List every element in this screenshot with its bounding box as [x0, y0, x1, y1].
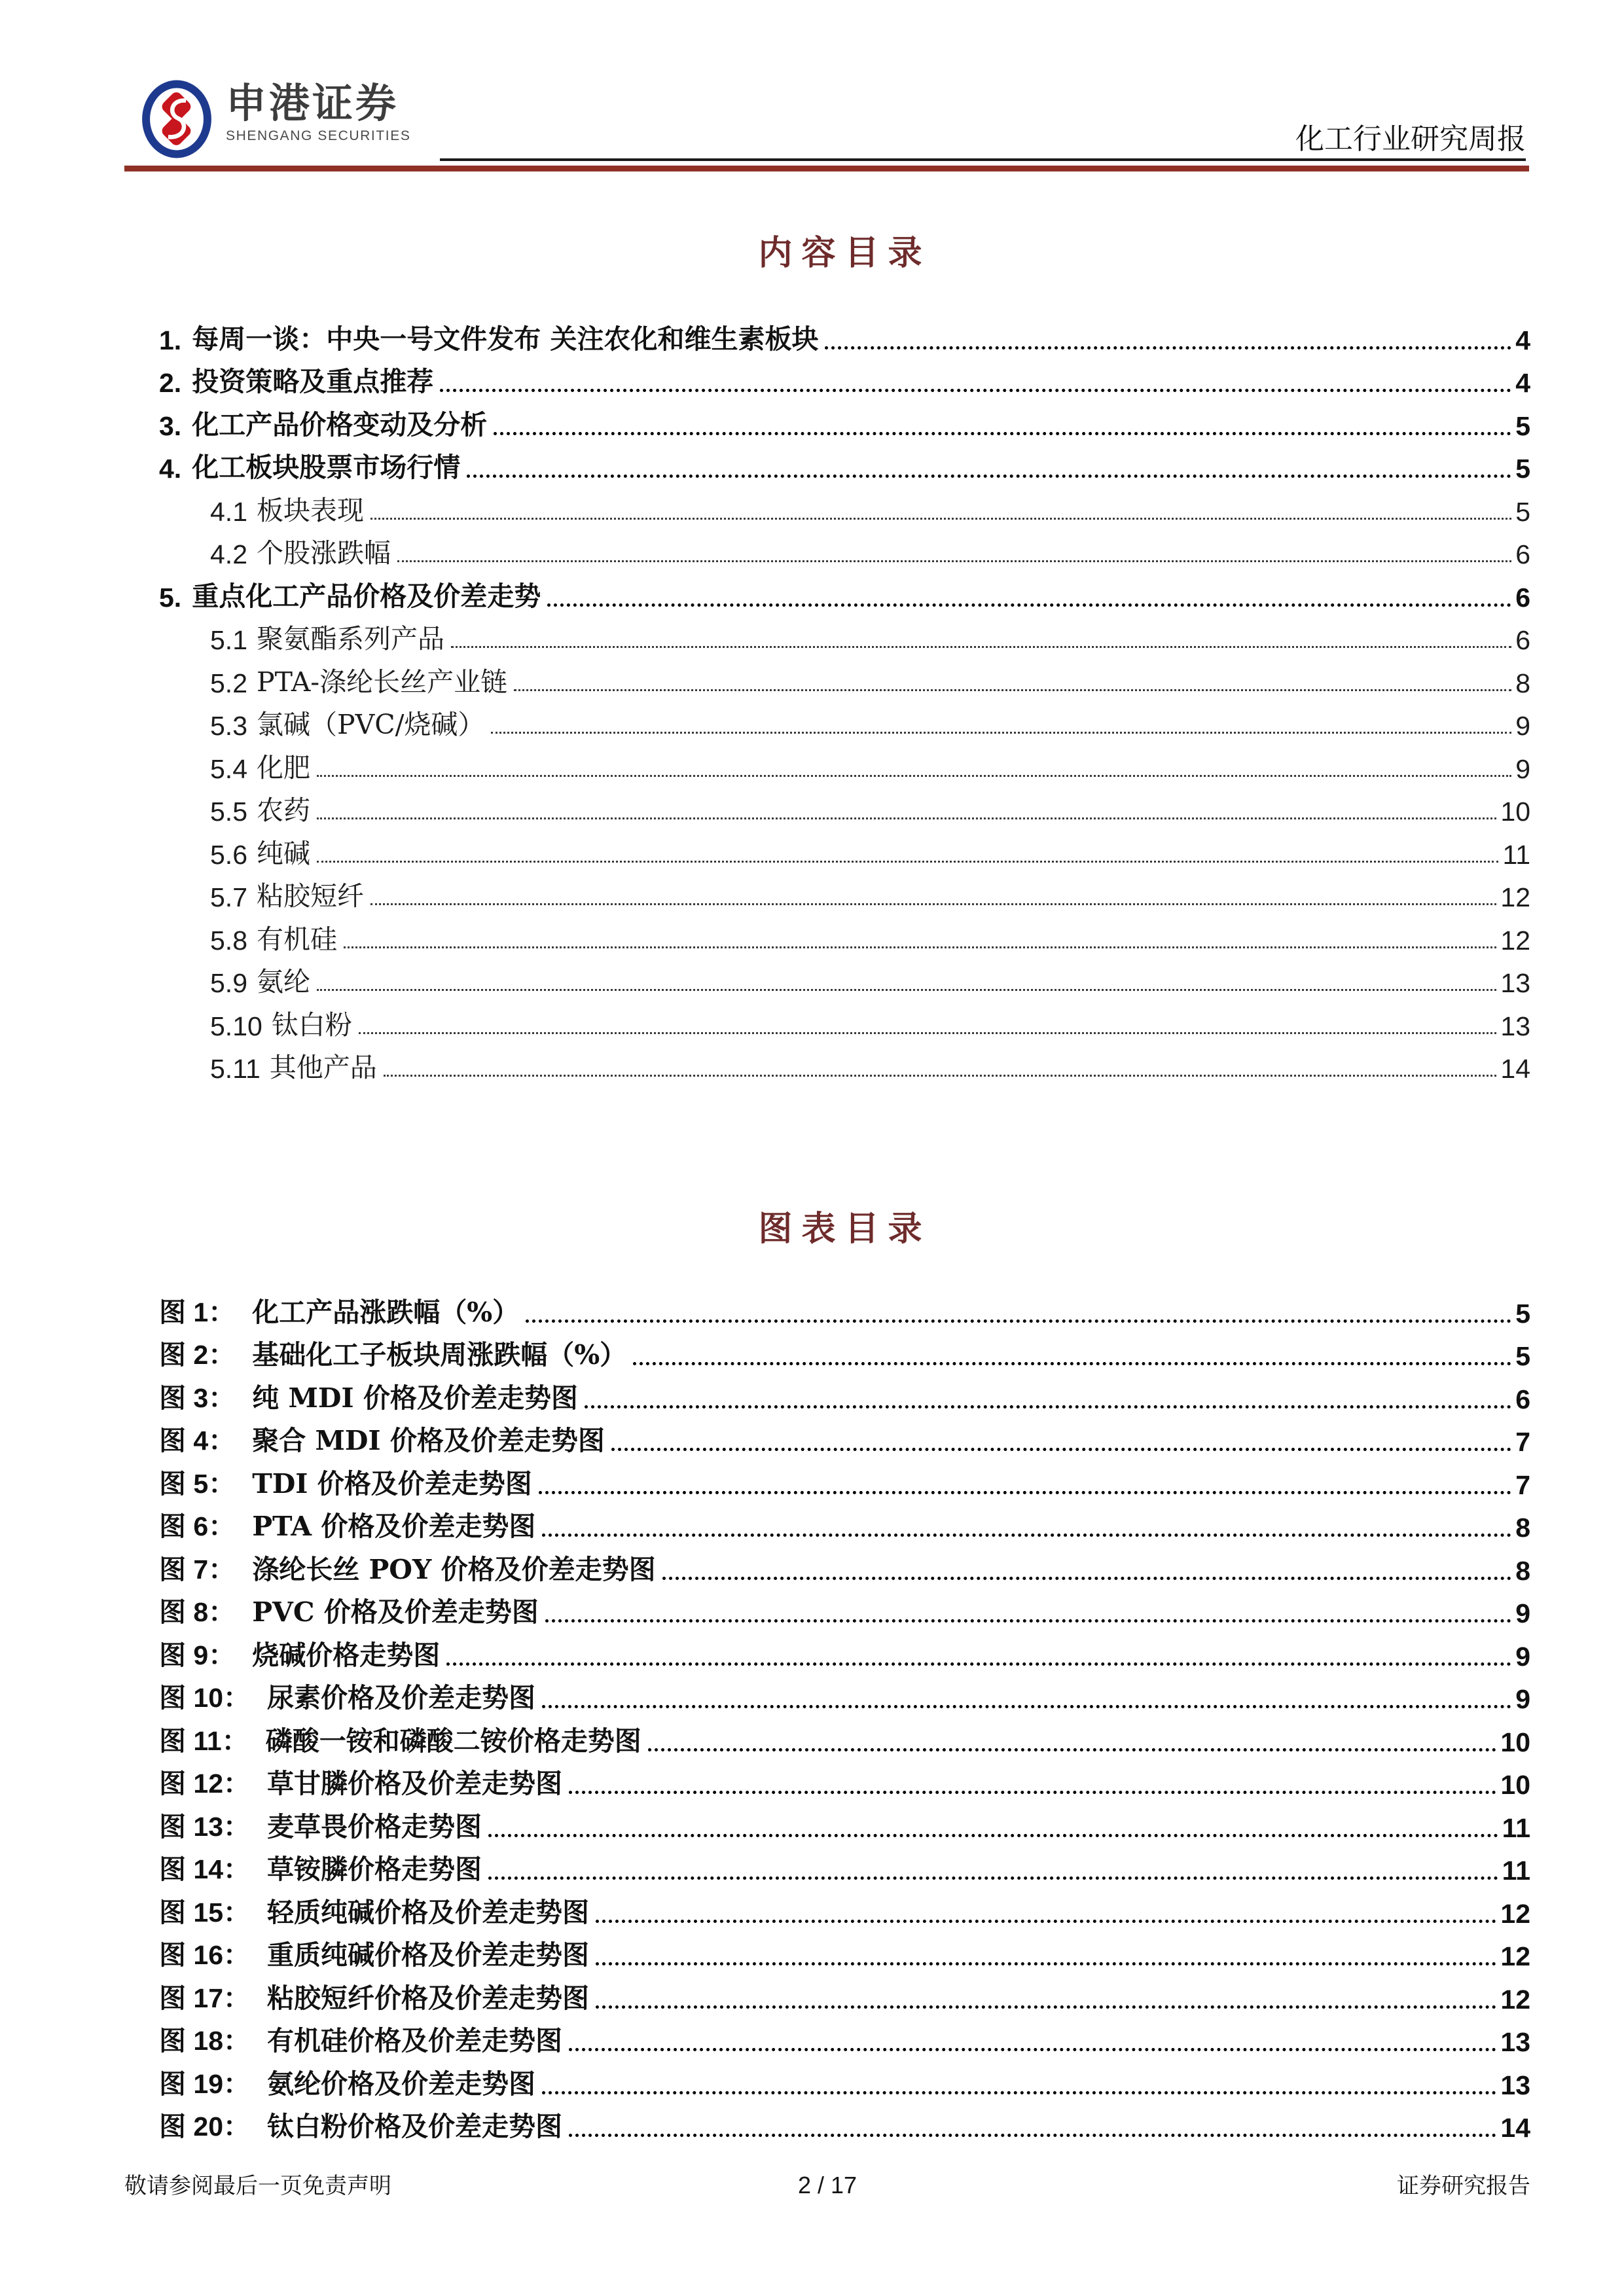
dotted-leader	[359, 1032, 1497, 1034]
dotted-leader	[547, 603, 1511, 607]
toc-entry-title: 化肥	[257, 751, 310, 783]
dotted-leader	[514, 689, 1511, 691]
figure-entry-title: 轻质纯碱价格及价差走势图	[267, 1896, 589, 1928]
figure-entry	[159, 1717, 1530, 1761]
dotted-leader	[370, 903, 1496, 905]
figure-entry	[159, 1332, 1530, 1375]
figure-entry-title: 尿素价格及价差走势图	[267, 1682, 535, 1713]
figure-entry	[159, 1374, 1530, 1418]
figure-entry-page: 10	[1500, 1727, 1530, 1757]
figure-entry-number: 图 19：	[159, 2068, 250, 2099]
brand-name-en: SHENGANG SECURITIES	[226, 128, 411, 143]
toc-entry-page: 5	[1515, 410, 1530, 441]
toc-entry-number: 5.	[159, 582, 182, 613]
toc-entry	[159, 830, 1530, 873]
toc-entry-title: 化工产品价格变动及分析	[192, 408, 488, 440]
brand-text	[226, 80, 410, 144]
dotted-leader	[451, 646, 1511, 648]
dotted-leader	[585, 1405, 1511, 1408]
figure-entry-number: 图 13：	[159, 1811, 250, 1842]
figure-entry-number: 图 8：	[159, 1597, 236, 1627]
figure-entry-page: 11	[1502, 1856, 1530, 1886]
figure-entry	[159, 1846, 1530, 1890]
toc-entry-page: 6	[1515, 539, 1530, 569]
figure-entry-number: 图 11：	[159, 1725, 249, 1756]
toc-main-column	[159, 234, 1530, 2146]
toc-entry-number: 1.	[159, 325, 182, 355]
toc-entry-number: 4.	[159, 454, 182, 484]
figure-entry-page: 10	[1500, 1770, 1530, 1800]
figure-entry-page: 12	[1500, 1898, 1530, 1929]
toc-entry-title: 投资策略及重点推荐	[192, 366, 434, 397]
figure-entry	[159, 1503, 1530, 1547]
toc-entry	[159, 744, 1530, 787]
dotted-leader	[825, 346, 1511, 350]
figure-entry-title: 重质纯碱价格及价差走势图	[267, 1939, 589, 1971]
toc-entry-page: 5	[1515, 496, 1530, 527]
toc-entry-number: 4.1	[210, 496, 247, 527]
figure-entry-page: 7	[1515, 1469, 1530, 1500]
footer-disclaimer-note: 敬请参阅最后一页免责声明	[124, 2173, 391, 2199]
figure-entry	[159, 1418, 1530, 1461]
figure-entry-page: 9	[1515, 1684, 1530, 1714]
figure-entry-page: 6	[1515, 1384, 1530, 1414]
dotted-leader	[569, 2134, 1496, 2137]
figure-entry-number: 图 15：	[159, 1897, 250, 1928]
figure-entry	[159, 1460, 1530, 1503]
figure-entry	[159, 1975, 1530, 2018]
page-footer	[124, 2168, 1530, 2200]
figure-entry-number: 图 14：	[159, 1854, 250, 1884]
figure-entry	[159, 1675, 1530, 1718]
figure-entry	[159, 2104, 1530, 2147]
figure-entry-title: PVC 价格及价差走势图	[252, 1596, 539, 1628]
toc-entry	[159, 702, 1530, 745]
dotted-leader	[569, 1791, 1496, 1794]
figure-entry	[159, 1932, 1530, 1975]
toc-entry-title: 有机硅	[257, 923, 337, 955]
toc-entry-page: 5	[1515, 454, 1530, 484]
figure-entry-title: PTA 价格及价差走势图	[252, 1511, 536, 1542]
dotted-leader	[542, 1534, 1511, 1537]
figure-entry-title: 化工产品涨跌幅（%）	[252, 1296, 520, 1328]
toc-entry-number: 5.1	[210, 625, 247, 655]
toc-entry-number: 4.2	[210, 539, 247, 569]
toc-entry-number: 5.8	[210, 925, 247, 956]
toc-entry	[159, 658, 1530, 702]
toc-entry-page: 6	[1515, 625, 1530, 655]
figures-list	[159, 1289, 1530, 2146]
toc-entry-title: 聚氨酯系列产品	[257, 623, 444, 655]
dotted-leader	[596, 1962, 1496, 1965]
dotted-leader	[370, 518, 1511, 520]
figure-entry	[159, 1289, 1530, 1332]
shengang-logo-icon	[141, 80, 213, 158]
toc-entry-title: PTA-涤纶长丝产业链	[257, 666, 508, 698]
toc-entry-page: 6	[1515, 582, 1530, 613]
toc-entry-page: 4	[1515, 368, 1530, 398]
figure-entry-number: 图 16：	[159, 1940, 250, 1970]
toc-entry	[159, 1045, 1530, 1088]
figure-entry-page: 13	[1500, 2027, 1530, 2057]
toc-entry-number: 5.10	[210, 1011, 262, 1041]
figure-entry-page: 12	[1500, 1941, 1530, 1971]
toc-entry-title: 氨纶	[257, 966, 310, 997]
dotted-leader	[384, 1075, 1497, 1077]
dotted-leader	[446, 1662, 1511, 1666]
figure-entry-number: 图 7：	[159, 1554, 236, 1585]
figure-entry-page: 8	[1515, 1555, 1530, 1586]
dotted-leader	[397, 560, 1511, 562]
dotted-leader	[648, 1748, 1497, 1751]
toc-entry	[159, 573, 1530, 616]
dotted-leader	[545, 1619, 1511, 1623]
figure-entry-page: 9	[1515, 1598, 1530, 1628]
figure-entry	[159, 1761, 1530, 1804]
dotted-leader	[317, 861, 1498, 863]
footer-page-indicator: 2 / 17	[797, 2172, 857, 2198]
toc-entry-number: 3.	[159, 410, 182, 441]
dotted-leader	[542, 1705, 1511, 1708]
toc-entry	[159, 916, 1530, 959]
brand-name-cn: 申港证券	[226, 81, 399, 126]
figure-entry-title: 草铵膦价格走势图	[267, 1854, 482, 1885]
toc-entry-number: 5.7	[210, 882, 247, 912]
header-black-rule	[440, 158, 1526, 161]
toc-entry	[159, 787, 1530, 831]
figure-entry	[159, 1889, 1530, 1932]
toc-entry	[159, 359, 1530, 402]
figure-entry-page: 12	[1500, 1984, 1530, 2015]
toc-entry-title: 农药	[257, 795, 310, 826]
figure-entry-number: 图 4：	[159, 1426, 236, 1456]
toc-entry-title: 板块表现	[257, 494, 364, 526]
figure-entry-title: 基础化工子板块周涨跌幅（%）	[252, 1339, 627, 1371]
toc-entry-number: 5.6	[210, 839, 247, 870]
toc-entry	[159, 487, 1530, 530]
figure-entry	[159, 1589, 1530, 1632]
figure-entry-title: 粘胶短纤价格及价差走势图	[267, 1982, 589, 2014]
figure-entry-number: 图 5：	[159, 1468, 236, 1499]
toc-entry-title: 其他产品	[269, 1052, 377, 1083]
dotted-leader	[633, 1362, 1511, 1365]
toc-entry-number: 5.2	[210, 668, 247, 698]
dotted-leader	[526, 1319, 1511, 1323]
figure-entry-page: 14	[1500, 2113, 1530, 2143]
dotted-leader	[611, 1448, 1511, 1451]
toc-entry	[159, 315, 1530, 359]
figure-entry-page: 5	[1515, 1298, 1530, 1329]
toc-entry	[159, 1001, 1530, 1045]
figure-entry-page: 11	[1502, 1812, 1530, 1843]
figure-entry-number: 图 10：	[159, 1683, 250, 1713]
figure-entry-number: 图 2：	[159, 1340, 236, 1370]
dotted-leader	[539, 1491, 1511, 1494]
figure-entry-title: 涤纶长丝 POY 价格及价差走势图	[252, 1553, 656, 1585]
toc-entry-page: 4	[1515, 325, 1530, 355]
figure-entry-page: 9	[1515, 1641, 1530, 1672]
figure-entry-title: 烧碱价格走势图	[252, 1639, 441, 1671]
toc-entry-title: 每周一谈：中央一号文件发布 关注农化和维生素板块	[192, 323, 819, 355]
figure-entry	[159, 2018, 1530, 2061]
dotted-leader	[440, 389, 1511, 392]
figure-entry-title: 聚合 MDI 价格及价差走势图	[252, 1425, 605, 1456]
toc-entry-title: 氯碱（PVC/烧碱）	[257, 709, 485, 740]
dotted-leader	[317, 989, 1496, 991]
toc-entry-page: 8	[1515, 668, 1530, 698]
figure-entry	[159, 2060, 1530, 2104]
figure-entry	[159, 1546, 1530, 1589]
figure-entry-page: 13	[1500, 2070, 1530, 2100]
dotted-leader	[542, 2091, 1496, 2094]
toc-entry-page: 12	[1500, 882, 1530, 912]
dotted-leader	[467, 475, 1511, 478]
contents-heading: 内容目录	[758, 233, 931, 273]
toc-entry-page: 11	[1502, 839, 1530, 870]
dotted-leader	[344, 946, 1496, 948]
toc-entry-title: 个股涨跌幅	[257, 537, 391, 569]
dotted-leader	[569, 2048, 1496, 2051]
footer-report-type: 证券研究报告	[1397, 2173, 1531, 2199]
toc-entry-page: 10	[1500, 797, 1530, 827]
figure-entry-title: 纯 MDI 价格及价差走势图	[252, 1382, 578, 1414]
figure-entry-number: 图 12：	[159, 1768, 250, 1799]
figure-entry-title: 有机硅价格及价差走势图	[267, 2025, 562, 2056]
figure-entry	[159, 1632, 1530, 1675]
toc-entry-title: 钛白粉	[271, 1009, 352, 1041]
dotted-leader	[491, 732, 1511, 734]
figure-entry-title: 氨纶价格及价差走势图	[267, 2068, 535, 2100]
dotted-leader	[488, 1876, 1498, 1880]
toc-entry-page: 13	[1500, 1011, 1530, 1041]
dotted-leader	[488, 1834, 1498, 1837]
toc-entry	[159, 444, 1530, 488]
toc-entry-number: 5.9	[210, 968, 247, 998]
dotted-leader	[596, 1920, 1496, 1923]
report-type-label: 化工行业研究周报	[1295, 122, 1526, 156]
toc-entry	[159, 530, 1530, 573]
toc-entry-page: 13	[1500, 968, 1530, 998]
contents-list	[159, 315, 1530, 1087]
figure-entry-title: 麦草畏价格走势图	[267, 1810, 482, 1842]
dotted-leader	[596, 2005, 1496, 2009]
toc-entry-number: 5.4	[210, 753, 247, 784]
figure-entry-number: 图 3：	[159, 1382, 236, 1413]
figure-entry-title: 钛白粉价格及价差走势图	[267, 2111, 562, 2142]
figure-entry-title: TDI 价格及价差走势图	[252, 1467, 532, 1499]
toc-entry-number: 5.11	[210, 1054, 261, 1084]
toc-entry-page: 9	[1515, 711, 1530, 741]
figure-entry-number: 图 18：	[159, 2026, 250, 2056]
dotted-leader	[317, 817, 1496, 819]
header-red-rule	[124, 166, 1529, 171]
dotted-leader	[662, 1577, 1512, 1580]
toc-entry-title: 重点化工产品价格及价差走势	[192, 580, 541, 612]
toc-entry-number: 2.	[159, 368, 182, 398]
toc-entry	[159, 401, 1530, 444]
figure-entry-number: 图 6：	[159, 1511, 236, 1541]
figure-entry-page: 7	[1515, 1427, 1530, 1457]
toc-entry-number: 5.5	[210, 797, 247, 827]
figure-entry	[159, 1803, 1530, 1846]
toc-entry-title: 纯碱	[257, 837, 310, 869]
dotted-leader	[317, 775, 1511, 777]
toc-entry-page: 14	[1500, 1054, 1530, 1084]
figures-heading: 图表目录	[758, 1209, 931, 1249]
company-logo	[141, 80, 410, 158]
figure-entry-title: 磷酸一铵和磷酸二铵价格走势图	[265, 1725, 641, 1757]
figure-entry-number: 图 17：	[159, 1982, 250, 2013]
figure-entry-number: 图 9：	[159, 1640, 236, 1670]
toc-entry	[159, 616, 1530, 659]
figure-entry-number: 图 20：	[159, 2111, 250, 2142]
toc-entry-page: 12	[1500, 925, 1530, 956]
toc-entry	[159, 873, 1530, 916]
figure-entry-number: 图 1：	[159, 1297, 236, 1327]
figure-entry-page: 8	[1515, 1513, 1530, 1543]
toc-entry-title: 化工板块股票市场行情	[192, 452, 461, 483]
dotted-leader	[494, 432, 1511, 435]
toc-entry	[159, 959, 1530, 1002]
toc-entry-number: 5.3	[210, 711, 247, 741]
figure-entry-title: 草甘膦价格及价差走势图	[267, 1768, 562, 1799]
toc-entry-page: 9	[1515, 753, 1530, 784]
toc-entry-title: 粘胶短纤	[257, 880, 364, 912]
figure-entry-page: 5	[1515, 1341, 1530, 1371]
